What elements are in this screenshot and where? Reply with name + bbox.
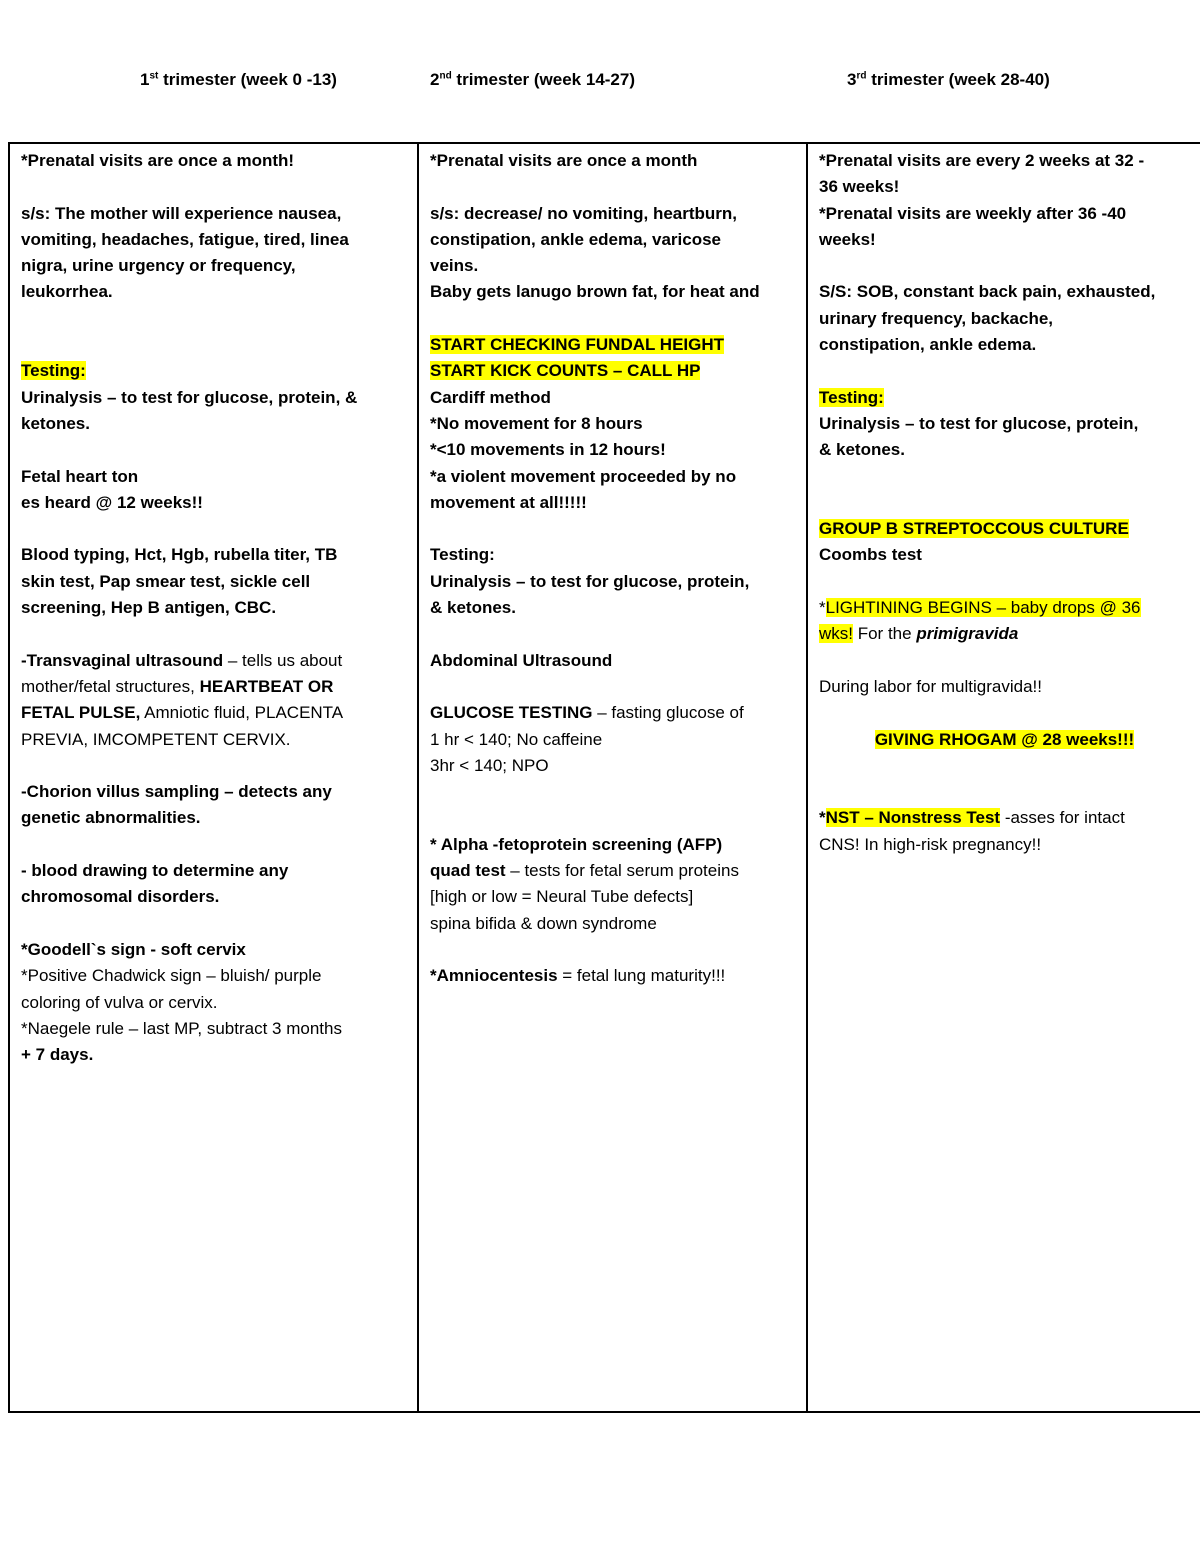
- trimester-table: [8, 142, 1200, 1413]
- c1-chadwick: coloring of vulva or cervix.: [21, 992, 218, 1012]
- header-first-trimester: [140, 70, 337, 90]
- c2-urinalysis: & ketones.: [430, 598, 516, 618]
- c1-transvaginal-desc: – tells us about: [223, 650, 343, 670]
- c1-ss-line: nigra, urine urgency or frequency,: [21, 256, 296, 276]
- c3-lightening-wks: wks!: [819, 624, 853, 644]
- c3-visits: *Prenatal visits are weekly after 36 -40: [819, 203, 1127, 223]
- c2-kick-counts: START KICK COUNTS – CALL HP: [430, 361, 701, 381]
- c3-nst-star: *: [819, 808, 826, 828]
- header-first-sup: st: [149, 70, 159, 82]
- c1-blood-draw: - blood drawing to determine any: [21, 861, 289, 881]
- header-first-num: 1: [140, 70, 150, 89]
- c2-cardiff: *<10 movements in 12 hours!: [430, 440, 666, 460]
- second-trimester-cell: [418, 143, 807, 1412]
- c1-chadwick: *Positive Chadwick sign – bluish/ purple: [21, 966, 322, 986]
- c1-naegele: + 7 days.: [21, 1045, 94, 1065]
- c3-nst-cns: CNS! In high-risk pregnancy!!: [819, 834, 1042, 854]
- c1-fetal-heart: es heard @ 12 weeks!!: [21, 492, 203, 512]
- c2-glucose-3hr: 3hr < 140; NPO: [430, 755, 549, 775]
- c1-blood-tests: Blood typing, Hct, Hgb, rubella titer, TB: [21, 545, 338, 565]
- c2-glucose-1hr: 1 hr < 140; No caffeine: [430, 729, 603, 749]
- c1-chorion: -Chorion villus sampling – detects any: [21, 782, 332, 802]
- c3-testing-label: Testing:: [819, 387, 884, 407]
- c3-for-the: For the: [853, 624, 917, 644]
- c1-visits: *Prenatal visits are once a month!: [21, 151, 295, 170]
- c3-primigravida: primigravida: [916, 624, 1019, 644]
- c1-testing-label: Testing:: [21, 361, 86, 381]
- c3-rhogam: GIVING RHOGAM @ 28 weeks!!!: [874, 729, 1135, 749]
- c2-visits: *Prenatal visits are once a month: [430, 151, 698, 170]
- c3-lightening-star: *: [819, 598, 826, 618]
- header-second-num: 2: [430, 70, 440, 89]
- c1-transvaginal: [21, 648, 407, 674]
- c3-lightening: LIGHTINING BEGINS – baby drops @ 36: [825, 598, 1141, 618]
- c2-amnio-desc: = fetal lung maturity!!!: [557, 966, 726, 986]
- c3-ss-line: constipation, ankle edema.: [819, 335, 1037, 355]
- c3-ss-line: urinary frequency, backache,: [819, 308, 1054, 328]
- c1-ss-line: leukorrhea.: [21, 282, 113, 302]
- c2-afp: * Alpha -fetoprotein screening (AFP): [430, 834, 723, 854]
- c3-gbs-culture: GROUP B STREPTOCCOUS CULTURE: [819, 519, 1129, 539]
- c2-testing-label: Testing:: [430, 545, 495, 565]
- c3-nst-desc: -asses for intact: [1000, 808, 1125, 828]
- c3-visits: 36 weeks!: [819, 177, 900, 197]
- c3-urinalysis: Urinalysis – to test for glucose, protein,: [819, 413, 1139, 433]
- header-second-sup: nd: [439, 70, 452, 82]
- c2-neural-tube: [high or low = Neural Tube defects]: [430, 887, 694, 907]
- c1-chorion: genetic abnormalities.: [21, 808, 201, 828]
- c2-ss-line: veins.: [430, 256, 479, 276]
- c2-urinalysis: Urinalysis – to test for glucose, protein,: [430, 571, 750, 591]
- c2-cardiff: Cardiff method: [430, 387, 551, 407]
- c3-visits: *Prenatal visits are every 2 weeks at 32 -: [819, 151, 1145, 170]
- c1-fetal-pulse: FETAL PULSE,: [21, 703, 141, 723]
- c1-naegele: *Naegele rule – last MP, subtract 3 months: [21, 1018, 342, 1038]
- c1-transvaginal-label: -Transvaginal ultrasound: [21, 650, 224, 670]
- c1-heartbeat: HEARTBEAT OR: [199, 676, 334, 696]
- header-third-num: 3: [847, 70, 857, 89]
- c1-blood-draw: chromosomal disorders.: [21, 887, 220, 907]
- c2-fundal-height: START CHECKING FUNDAL HEIGHT: [430, 335, 725, 355]
- c2-ss-line: constipation, ankle edema, varicose: [430, 229, 722, 249]
- c2-cardiff: *a violent movement proceeded by no: [430, 466, 737, 486]
- header-third-sup: rd: [856, 70, 867, 82]
- c1-blood-tests: screening, Hep B antigen, CBC.: [21, 598, 277, 618]
- c3-ss-line: S/S: SOB, constant back pain, exhausted,: [819, 282, 1156, 302]
- c1-transvaginal-2: mother/fetal structures,: [21, 676, 200, 696]
- header-second-trimester: [430, 70, 635, 90]
- c2-cardiff: movement at all!!!!!: [430, 492, 587, 512]
- header-first-text: trimester (week 0 -13): [158, 70, 337, 89]
- c1-ss-line: s/s: The mother will experience nausea,: [21, 203, 342, 223]
- c1-urinalysis: Urinalysis – to test for glucose, protein, &: [21, 387, 358, 407]
- c3-coombs: Coombs test: [819, 545, 922, 565]
- c2-quad-test: quad test: [430, 861, 506, 881]
- c2-cardiff: *No movement for 8 hours: [430, 413, 643, 433]
- c1-ss-line: vomiting, headaches, fatigue, tired, linea: [21, 229, 349, 249]
- first-trimester-cell: [9, 143, 418, 1412]
- c1-transvaginal-3: Amniotic fluid, PLACENTA: [140, 703, 344, 723]
- third-trimester-cell: [807, 143, 1200, 1412]
- c3-visits: weeks!: [819, 229, 876, 249]
- c1-blood-tests: skin test, Pap smear test, sickle cell: [21, 571, 311, 591]
- c3-multigravida: During labor for multigravida!!: [819, 676, 1042, 696]
- header-third-text: trimester (week 28-40): [866, 70, 1050, 89]
- c2-ss-line: Baby gets lanugo brown fat, for heat and: [430, 282, 760, 302]
- c2-abdominal-ultrasound: Abdominal Ultrasound: [430, 650, 613, 670]
- c2-amnio-label: *Amniocentesis: [430, 966, 558, 986]
- c1-fetal-heart: Fetal heart ton: [21, 466, 139, 486]
- c1-goodell: *Goodell`s sign - soft cervix: [21, 939, 246, 959]
- c3-nst: NST – Nonstress Test: [825, 808, 1001, 828]
- header-third-trimester: [847, 70, 1050, 90]
- c2-spina-bifida: spina bifida & down syndrome: [430, 913, 657, 933]
- c1-urinalysis: ketones.: [21, 413, 90, 433]
- header-second-text: trimester (week 14-27): [451, 70, 636, 89]
- c2-glucose-desc: – fasting glucose of: [592, 703, 744, 723]
- c2-glucose-label: GLUCOSE TESTING: [430, 703, 593, 723]
- c2-ss-line: s/s: decrease/ no vomiting, heartburn,: [430, 203, 738, 223]
- c3-urinalysis: & ketones.: [819, 440, 905, 460]
- c1-transvaginal-4: PREVIA, IMCOMPETENT CERVIX.: [21, 729, 291, 749]
- c2-quad-desc: – tests for fetal serum proteins: [505, 861, 739, 881]
